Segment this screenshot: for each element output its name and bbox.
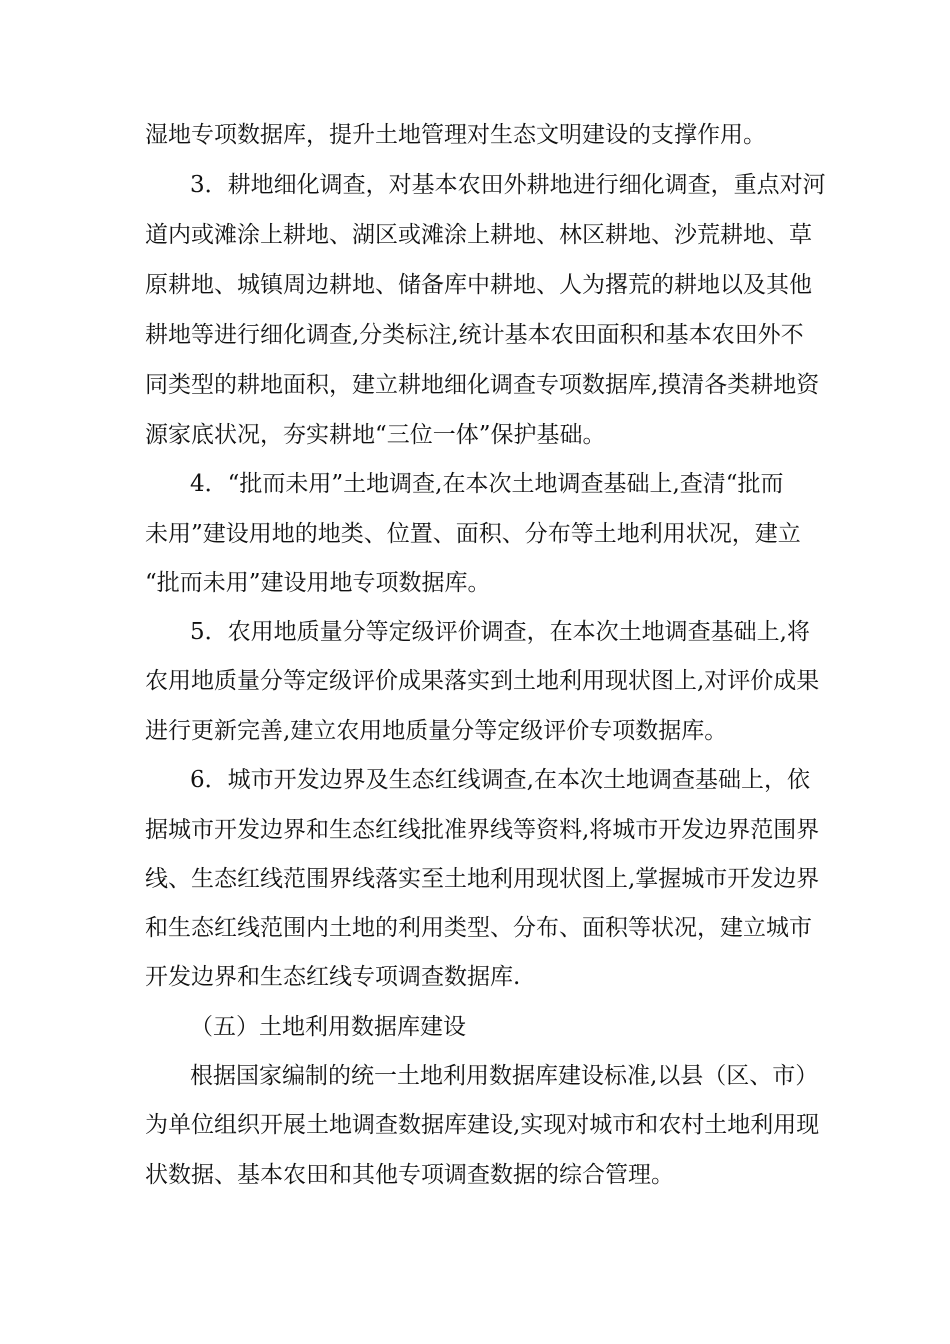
text-line: 进行更新完善,建立农用地质量分等定级评价专项数据库。 (145, 718, 728, 744)
section-heading: （五）土地利用数据库建设 (190, 1014, 466, 1040)
text-line: 未用”建设用地的地类、位置、面积、分布等土地利用状况，建立 (145, 521, 801, 547)
text-line: 原耕地、城镇周边耕地、储备库中耕地、人为撂荒的耕地以及其他 (145, 272, 812, 298)
text-line: 农用地质量分等定级评价成果落实到土地利用现状图上,对评价成果 (145, 668, 820, 694)
text-line: 6．城市开发边界及生态红线调查,在本次土地调查基础上，依 (190, 767, 810, 793)
text-line: 据城市开发边界和生态红线批准界线等资料,将城市开发边界范围界 (145, 817, 820, 843)
text-line: “批而未用”建设用地专项数据库。 (145, 570, 491, 596)
text-line: 3．耕地细化调查，对基本农田外耕地进行细化调查，重点对河 (190, 172, 826, 198)
text-line: 根据国家编制的统一土地利用数据库建设标准,以县（区、市） (190, 1063, 819, 1089)
text-line: 线、生态红线范围界线落实至土地利用现状图上,掌握城市开发边界 (145, 866, 820, 892)
text-line: 5．农用地质量分等定级评价调查，在本次土地调查基础上,将 (190, 619, 810, 645)
text-line: 和生态红线范围内土地的利用类型、分布、面积等状况，建立城市 (145, 915, 812, 941)
text-line: 源家底状况，夯实耕地“三位一体”保护基础。 (145, 422, 606, 448)
text-line: 同类型的耕地面积，建立耕地细化调查专项数据库,摸清各类耕地资 (145, 372, 820, 398)
text-line: 状数据、基本农田和其他专项调查数据的综合管理。 (145, 1162, 674, 1188)
text-line: 湿地专项数据库，提升土地管理对生态文明建设的支撑作用。 (145, 122, 766, 148)
text-line: 道内或滩涂上耕地、湖区或滩涂上耕地、林区耕地、沙荒耕地、草 (145, 222, 812, 248)
text-line: 为单位组织开展土地调查数据库建设,实现对城市和农村土地利用现 (145, 1112, 820, 1138)
text-line: 4．“批而未用”土地调查,在本次土地调查基础上,查清“批而 (190, 471, 784, 497)
text-line: 开发边界和生态红线专项调查数据库. (145, 964, 521, 990)
text-line: 耕地等进行细化调查,分类标注,统计基本农田面积和基本农田外不 (145, 322, 804, 348)
